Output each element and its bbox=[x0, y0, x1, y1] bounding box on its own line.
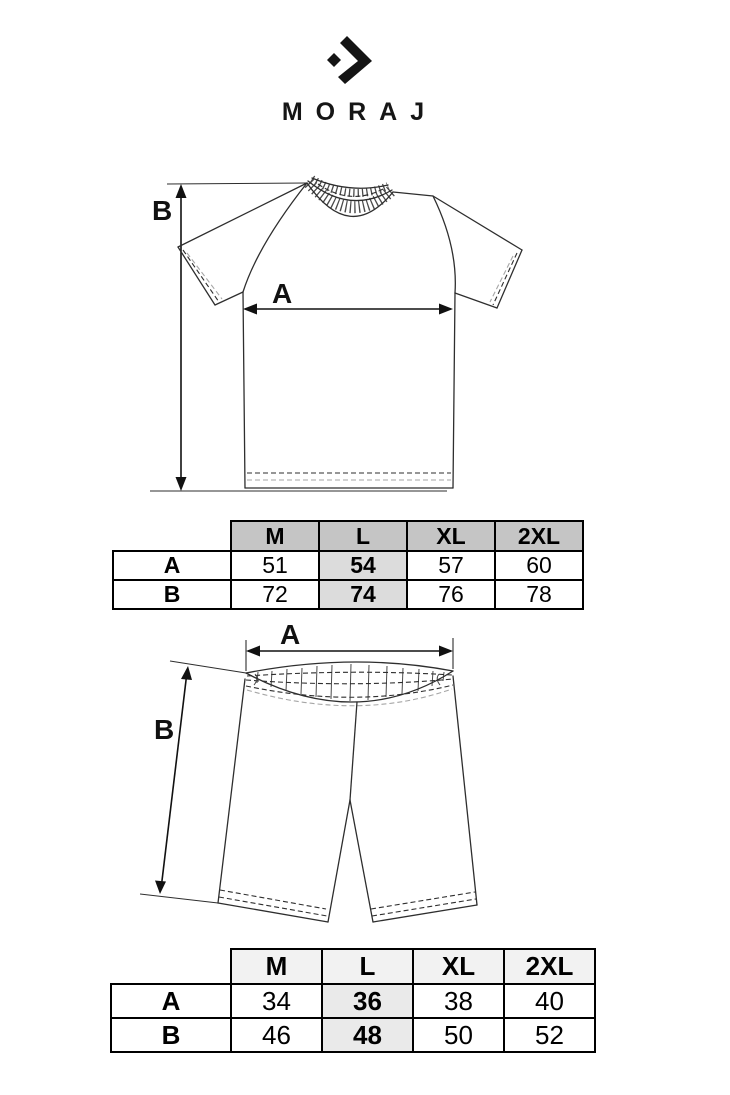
tshirt-row-label-b: B bbox=[113, 580, 231, 609]
tshirt-outline bbox=[178, 183, 522, 488]
tshirt-width-label: A bbox=[272, 278, 293, 309]
tshirt-row-label-a: A bbox=[113, 551, 231, 580]
shorts-table-corner-cell bbox=[111, 949, 231, 984]
size-cell: 38 bbox=[413, 984, 504, 1018]
shorts-row-label-a: A bbox=[111, 984, 231, 1018]
size-cell: 51 bbox=[231, 551, 319, 580]
shorts-table-row-a bbox=[111, 984, 595, 1018]
tshirt-table-row-a bbox=[113, 551, 583, 580]
tshirt-col-header-2xl: 2XL bbox=[495, 521, 583, 551]
shorts-table-row-b bbox=[111, 1018, 595, 1052]
shorts-length-label: B bbox=[154, 714, 175, 745]
shorts-length-arrow bbox=[155, 666, 192, 894]
size-cell: 34 bbox=[231, 984, 322, 1018]
tshirt-length-arrow bbox=[176, 184, 187, 491]
shorts-row-label-b: B bbox=[111, 1018, 231, 1052]
shorts-top-extension-line bbox=[170, 661, 246, 673]
tshirt-table-row-b bbox=[113, 580, 583, 609]
tshirt-col-header-l: L bbox=[319, 521, 407, 551]
size-cell-highlight: 74 bbox=[319, 580, 407, 609]
shorts-outline bbox=[218, 676, 477, 922]
size-cell: 78 bbox=[495, 580, 583, 609]
shorts-table-header-row bbox=[111, 949, 595, 984]
size-cell: 52 bbox=[504, 1018, 595, 1052]
size-cell-highlight: 36 bbox=[322, 984, 413, 1018]
shorts-col-header-l: L bbox=[322, 949, 413, 984]
size-cell: 46 bbox=[231, 1018, 322, 1052]
size-cell: 76 bbox=[407, 580, 495, 609]
tshirt-length-label: B bbox=[152, 195, 173, 226]
shorts-col-header-xl: XL bbox=[413, 949, 504, 984]
size-cell-highlight: 48 bbox=[322, 1018, 413, 1052]
tshirt-col-header-xl: XL bbox=[407, 521, 495, 551]
right-hem-stitch-2 bbox=[371, 892, 475, 909]
tshirt-top-extension-line bbox=[167, 183, 307, 184]
left-cuff-stitch-2 bbox=[187, 253, 222, 299]
shorts-size-table bbox=[110, 948, 596, 1053]
tshirt-collar bbox=[307, 178, 393, 216]
shorts-width-arrow bbox=[246, 646, 453, 657]
size-cell: 50 bbox=[413, 1018, 504, 1052]
moraj-logo-icon bbox=[318, 28, 378, 88]
shorts-bottom-extension-line bbox=[140, 894, 218, 903]
size-cell: 72 bbox=[231, 580, 319, 609]
tshirt-size-table bbox=[112, 520, 584, 610]
tshirt-col-header-m: M bbox=[231, 521, 319, 551]
size-cell: 40 bbox=[504, 984, 595, 1018]
shorts-col-header-2xl: 2XL bbox=[504, 949, 595, 984]
tshirt-table-corner-cell bbox=[113, 521, 231, 551]
tshirt-table-header-row bbox=[113, 521, 583, 551]
shorts-diagram bbox=[140, 625, 540, 940]
shorts-width-label: A bbox=[280, 625, 301, 650]
size-cell: 60 bbox=[495, 551, 583, 580]
brand-name: MORAJ bbox=[281, 98, 438, 126]
size-cell: 57 bbox=[407, 551, 495, 580]
shorts-waistband bbox=[246, 662, 453, 706]
right-cuff-stitch bbox=[493, 253, 517, 305]
logo-chevron bbox=[338, 36, 372, 84]
size-cell-highlight: 54 bbox=[319, 551, 407, 580]
tshirt-diagram bbox=[140, 165, 540, 500]
shorts-col-header-m: M bbox=[231, 949, 322, 984]
logo-diamond bbox=[327, 53, 341, 67]
left-cuff-stitch bbox=[183, 250, 219, 302]
